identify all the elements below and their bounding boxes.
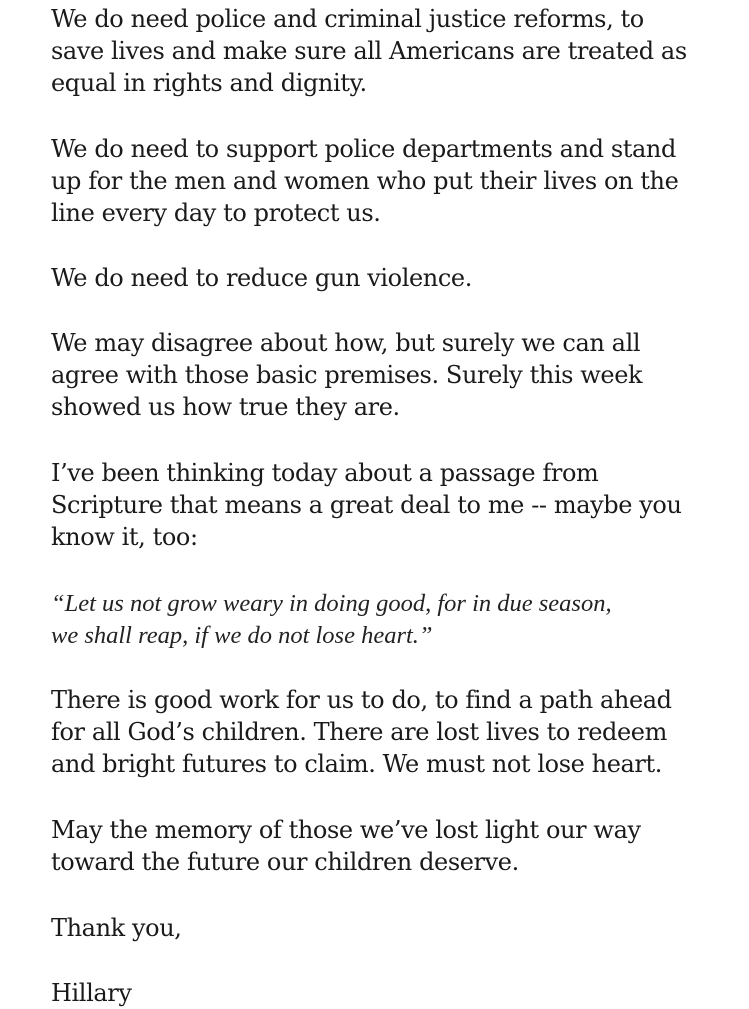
text-line: line every day to protect us. [51,199,381,227]
text-line: May the memory of those we’ve lost light our way [51,816,641,844]
paragraph-scripture [51,457,731,553]
text-line: We do need police and criminal justice reforms, to [51,5,644,33]
paragraph-disagree [51,327,731,423]
paragraph-reforms [51,3,731,99]
text-line: We do need to reduce gun violence. [51,264,472,292]
text-line: I’ve been thinking today about a passage from [51,459,599,487]
text-line: up for the men and women who put their lives on the [51,167,679,195]
text-line: showed us how true they are. [51,393,400,421]
scripture-quote [51,588,731,652]
paragraph-memory [51,814,731,878]
paragraph-gun-violence [51,262,731,294]
text-line: know it, too: [51,523,198,551]
closing-line: Thank you, [51,914,182,942]
text-line: We do need to support police departments and stand [51,135,676,163]
text-line: for all God’s children. There are lost lives to redeem [51,718,667,746]
text-line: We may disagree about how, but surely we can all [51,329,641,357]
text-line: equal in rights and dignity. [51,69,367,97]
paragraph-good-work [51,684,731,780]
text-line: agree with those basic premises. Surely this week [51,361,643,389]
paragraph-support-police [51,133,731,229]
text-line: and bright futures to claim. We must not lose heart. [51,750,662,778]
text-line: save lives and make sure all Americans are treated as [51,37,687,65]
text-line: toward the future our children deserve. [51,848,519,876]
quote-line: we shall reap, if we do not lose heart.” [51,622,433,649]
signature: Hillary [51,979,132,1007]
text-line: Scripture that means a great deal to me -- maybe you [51,491,682,519]
text-line: There is good work for us to do, to find a path ahead [51,686,672,714]
quote-line: “Let us not grow weary in doing good, for in due season, [51,590,612,617]
